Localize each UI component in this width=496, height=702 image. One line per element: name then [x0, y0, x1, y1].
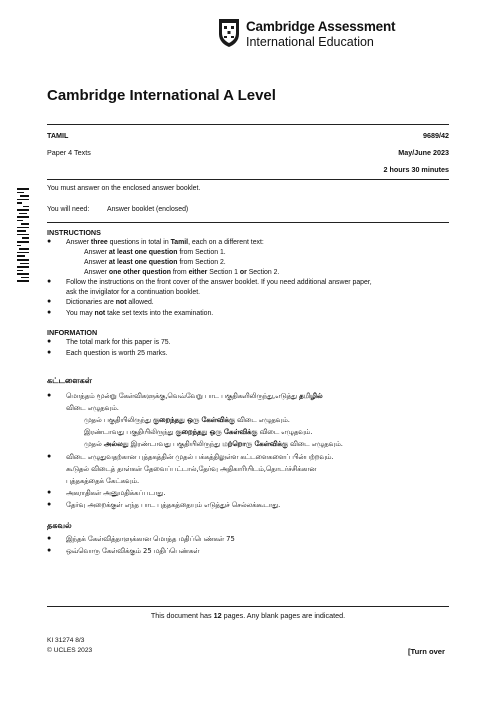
org-name-line1: Cambridge Assessment: [246, 19, 396, 34]
text: from Section 1.: [177, 249, 226, 256]
text: or: [239, 269, 247, 276]
tamil-instruction-4: தேர்வு அறைக்குள் எந்த பாட புத்தகத்தையும் எடுத்துச் செல்லக்கூடாது.: [66, 501, 281, 509]
text: pages. Any blank pages are indicated.: [221, 611, 346, 620]
top-rule: [47, 124, 449, 125]
information-1: The total mark for this paper is 75.: [66, 339, 171, 346]
text: முதல்: [84, 440, 104, 448]
text: not: [115, 299, 127, 306]
text: Answer: [66, 239, 91, 246]
text: This document has: [150, 611, 214, 620]
text: Tamil: [170, 239, 189, 246]
text: from Section 2.: [177, 259, 226, 266]
equipment-label: You will need:: [47, 206, 90, 213]
tamil-instruction-3: அகராதிகள் அனுமதிக்கப்படாது.: [66, 489, 166, 497]
text: one other question: [108, 269, 171, 276]
text: விடை எழுதவும்.: [234, 416, 290, 424]
text: Section 2.: [246, 269, 280, 276]
qualification-title: Cambridge International A Level: [47, 87, 276, 104]
bullet-icon: ●: [47, 489, 52, 496]
text: 12: [213, 611, 222, 620]
text: at least one question: [108, 259, 178, 266]
text: இரண்டாவது பகுதியிலிருந்து: [128, 440, 223, 448]
text: குறைந்தது ஒரு கேள்விக்கு: [175, 428, 258, 436]
text: மற்றொரு கேள்விக்கு: [222, 440, 288, 448]
text: மொத்தம் மூன்று கேள்விகளுக்கு,வெவ்வேறு பாட பகுதிகளிலிருந்து,எடுத்து: [66, 392, 300, 400]
text: விடை எழுதவும்.: [257, 428, 313, 436]
exam-session: May/June 2023: [398, 148, 449, 157]
cambridge-logo: [218, 18, 480, 54]
shield-crest-icon: [218, 18, 240, 48]
instruction-1-section-2: [84, 259, 226, 266]
text: Section 1: [207, 269, 240, 276]
tamil-information-heading: தகவல்: [47, 521, 72, 530]
text: Answer: [84, 269, 109, 276]
tamil-instruction-2-cont: கூடுதல் விடைத் தாள்கள் தேவைப்பட்டால்,தேர்வு அதிகாரியிடம்,தொடர்ச்சிக்கான: [66, 465, 317, 473]
text: at least one question: [108, 249, 178, 256]
text: three: [90, 239, 108, 246]
paper-name: Paper 4 Texts: [47, 148, 91, 157]
bullet-icon: ●: [47, 298, 52, 305]
instruction-1: [66, 239, 264, 246]
page-count-note: [47, 611, 449, 620]
text: allowed.: [126, 299, 154, 306]
text: முதல் பகுதியிலிருந்து: [84, 416, 154, 424]
text: தமிழில்: [299, 392, 323, 400]
barcode-image: [17, 187, 29, 283]
tamil-instruction-1: [66, 392, 323, 401]
tamil-information-2: ஒவ்வொரு கேள்விக்கும் 25 மதிப்பெண்கள்: [66, 547, 200, 555]
information-heading: INFORMATION: [47, 328, 98, 337]
bullet-icon: ●: [47, 338, 52, 345]
tamil-instruction-2-cont2: புத்தகத்தைக் கேட்கவும்.: [66, 477, 140, 485]
answer-booklet-note: You must answer on the enclosed answer booklet.: [47, 185, 201, 192]
instruction-1-other: [84, 269, 279, 276]
bullet-icon: ●: [47, 309, 52, 316]
org-name-line2: International Education: [246, 35, 374, 49]
instructions-heading: INSTRUCTIONS: [47, 228, 101, 237]
text: விடை எழுதவும்.: [287, 440, 343, 448]
text: Dictionaries are: [66, 299, 116, 306]
tamil-instruction-1-other: [84, 440, 343, 449]
meta-rule: [47, 179, 449, 180]
text: இரண்டாவது பகுதியிலிருந்து: [84, 428, 176, 436]
turn-over-label: [Turn over: [408, 647, 445, 656]
tamil-instruction-2: விடை எழுதுவதற்கான புத்தகத்தின் முதல் பக்கத்திலுள்ள கட்டளைகளைப் பின்பற்றவும்.: [66, 453, 334, 461]
exam-duration: 2 hours 30 minutes: [383, 165, 449, 174]
equipment-value: Answer booklet (enclosed): [107, 206, 189, 213]
text: either: [188, 269, 208, 276]
bullet-icon: ●: [47, 547, 52, 554]
bullet-icon: ●: [47, 278, 52, 285]
text: questions in total in: [107, 239, 171, 246]
bullet-icon: ●: [47, 392, 52, 399]
instruction-4: [66, 310, 213, 317]
text: குறைந்தது ஒரு கேள்விக்கு: [153, 416, 235, 424]
text: You may: [66, 310, 95, 317]
tamil-instruction-1-cont: விடை எழுதவும்.: [66, 404, 119, 412]
bullet-icon: ●: [47, 501, 52, 508]
instruction-1-section-1: [84, 249, 226, 256]
text: அல்லது: [103, 440, 129, 448]
document-reference: KI 31274 8/3: [47, 637, 85, 644]
instructions-rule: [47, 222, 449, 223]
bullet-icon: ●: [47, 535, 52, 542]
instruction-3: [66, 299, 154, 306]
instruction-2-cont: ask the invigilator for a continuation booklet.: [66, 289, 201, 296]
tamil-information-1: இந்தக் கேள்வித்தாளுக்கான மொத்த மதிப்பெண்கள் 75: [66, 535, 235, 543]
information-2: Each question is worth 25 marks.: [66, 350, 168, 357]
text: take set texts into the examination.: [105, 310, 214, 317]
text: Answer: [84, 249, 109, 256]
bullet-icon: ●: [47, 349, 52, 356]
text: not: [94, 310, 106, 317]
text: Answer: [84, 259, 109, 266]
bullet-icon: ●: [47, 238, 52, 245]
tamil-instruction-1-section-1: [84, 416, 290, 425]
syllabus-code: 9689/42: [423, 131, 449, 140]
instruction-2: Follow the instructions on the front cover of the answer booklet. If you need additional answer paper,: [66, 279, 372, 286]
subject-name: TAMIL: [47, 131, 69, 140]
copyright: © UCLES 2023: [47, 647, 93, 654]
text: , each on a different text:: [188, 239, 264, 246]
footer-rule: [47, 606, 449, 607]
bullet-icon: ●: [47, 453, 52, 460]
tamil-instructions-heading: கட்டளைகள்: [47, 376, 92, 385]
tamil-instruction-1-section-2: [84, 428, 312, 437]
text: from: [170, 269, 189, 276]
